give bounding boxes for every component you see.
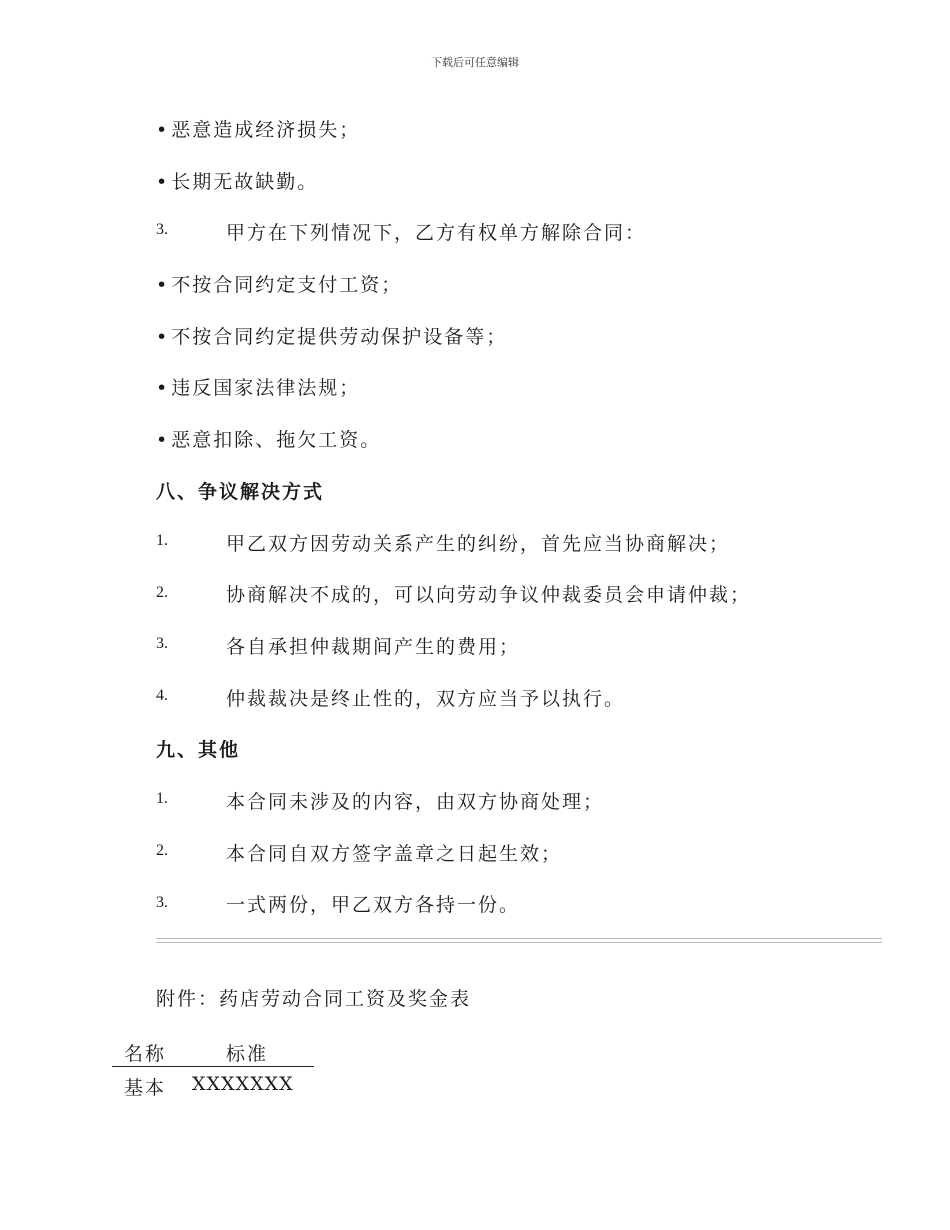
bullet-item: • 恶意造成经济损失；	[156, 115, 360, 142]
page-header: 下载后可任意编辑	[431, 56, 519, 69]
table-cell: XXXXXXX	[192, 1073, 294, 1095]
item-text: 各自承担仲裁期间产生的费用；	[226, 636, 521, 658]
section-heading: 九、其他	[156, 739, 241, 761]
item-number: 1.	[156, 532, 168, 549]
item-number: 4.	[156, 687, 168, 704]
appendix-title: 附件：药店劳动合同工资及奖金表	[156, 988, 472, 1010]
table-header-rule	[112, 1066, 314, 1067]
item-number: 2.	[156, 842, 168, 859]
table-cell: 基本	[124, 1077, 167, 1099]
bullet-item: • 长期无故缺勤。	[156, 167, 318, 194]
item-number: 3.	[156, 221, 168, 238]
bullet-item: • 恶意扣除、拖欠工资。	[156, 425, 381, 452]
bullet-item: • 违反国家法律法规；	[156, 373, 360, 400]
table-header-name: 名称	[124, 1043, 167, 1065]
item-number: 2.	[156, 584, 168, 601]
bullet-item: • 不按合同约定支付工资；	[156, 270, 402, 297]
divider	[156, 938, 882, 939]
item-text: 仲裁裁决是终止性的，双方应当予以执行。	[226, 688, 626, 710]
item-number: 3.	[156, 635, 168, 652]
item-text: 本合同未涉及的内容，由双方协商处理；	[226, 791, 605, 813]
item-text: 协商解决不成的，可以向劳动争议仲裁委员会申请仲裁；	[226, 584, 752, 606]
item-text: 甲乙双方因劳动关系产生的纠纷，首先应当协商解决；	[226, 533, 731, 555]
table-header-standard: 标准	[226, 1043, 269, 1065]
section-heading: 八、争议解决方式	[156, 481, 325, 503]
item-number: 3.	[156, 894, 168, 911]
bullet-item: • 不按合同约定提供劳动保护设备等；	[156, 322, 507, 349]
item-text: 一式两份，甲乙双方各持一份。	[226, 894, 521, 916]
item-number: 1.	[156, 790, 168, 807]
item-text: 甲方在下列情况下，乙方有权单方解除合同：	[226, 222, 647, 244]
divider	[156, 942, 882, 943]
item-text: 本合同自双方签字盖章之日起生效；	[226, 843, 563, 865]
